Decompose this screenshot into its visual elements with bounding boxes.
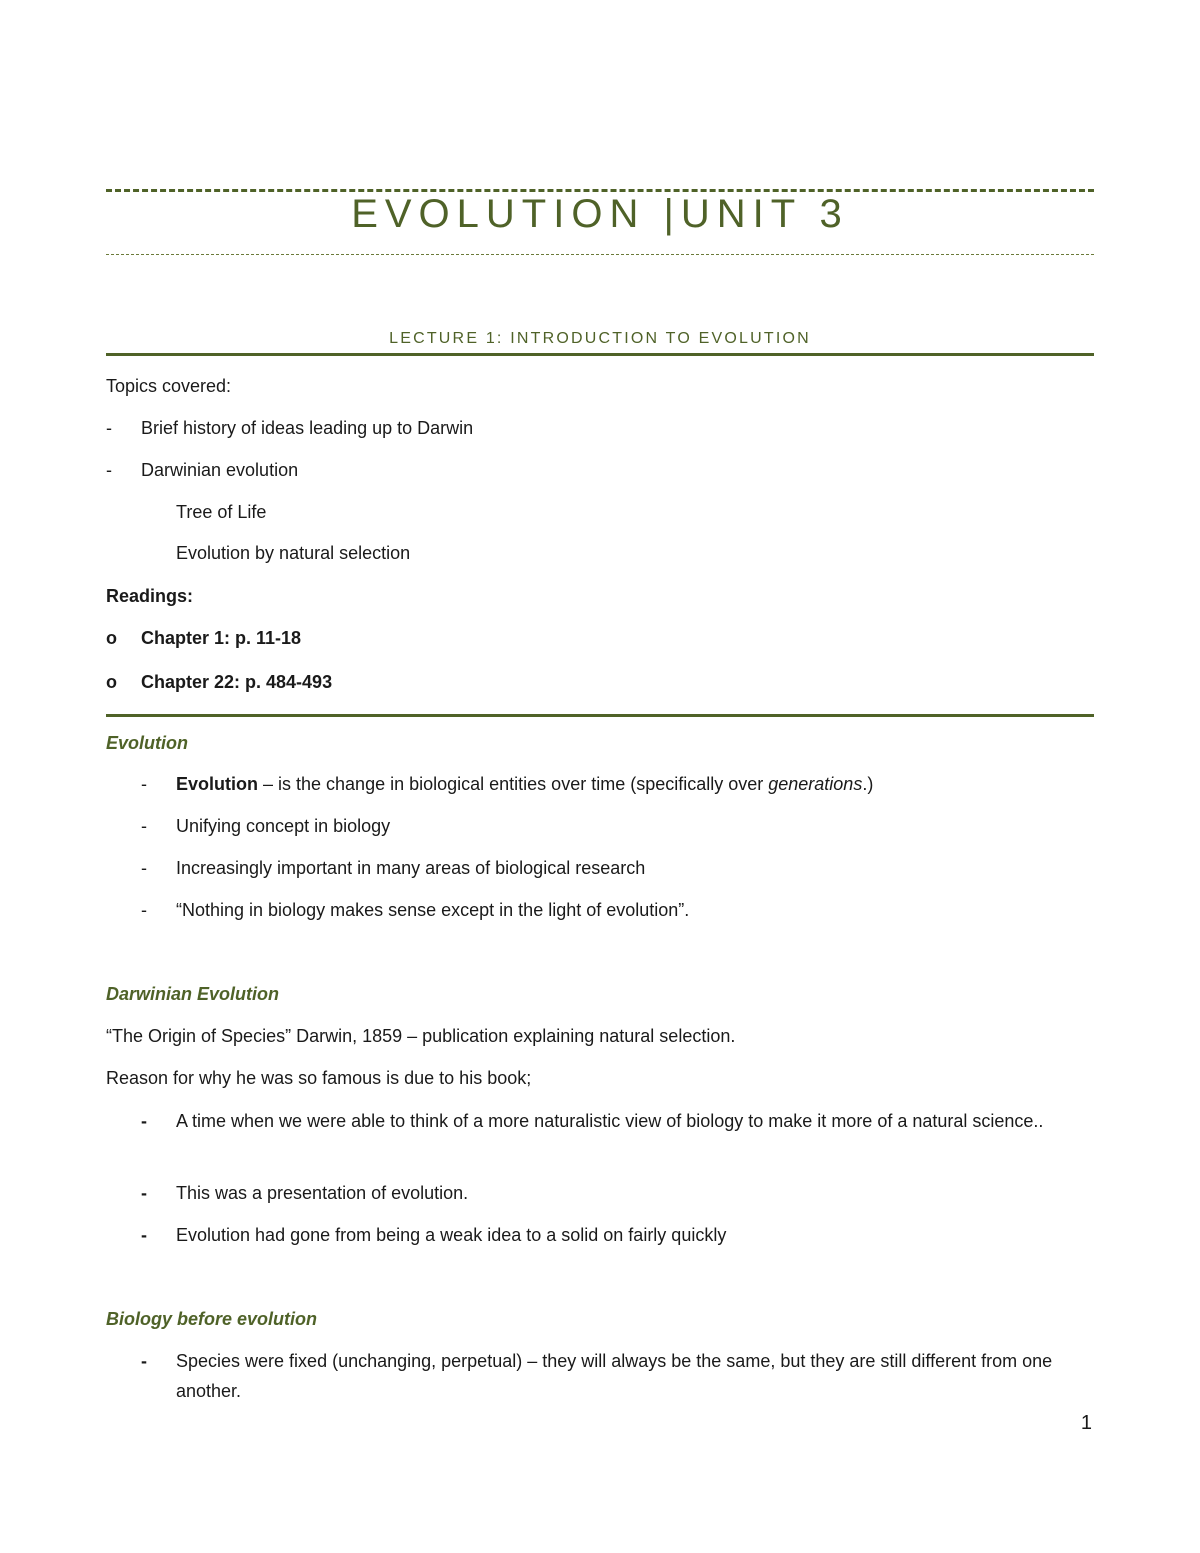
- darwinian-item: A time when we were able to think of a more naturalistic view of biology to make it more of a natural science..: [176, 1111, 1044, 1131]
- evolution-dash: -: [141, 816, 147, 836]
- topics-label: Topics covered:: [106, 376, 232, 396]
- darwinian-dash: -: [141, 1183, 147, 1203]
- evolution-item: Increasingly important in many areas of biological research: [176, 858, 646, 878]
- section-heading-darwinian: Darwinian Evolution: [106, 984, 280, 1004]
- evolution-term: Evolution: [176, 774, 258, 794]
- topic-subitem: Tree of Life: [176, 502, 267, 522]
- darwinian-paragraph: Reason for why he was so famous is due to his book;: [106, 1068, 532, 1088]
- topic-dash: -: [106, 460, 112, 480]
- darwinian-item: This was a presentation of evolution.: [176, 1183, 469, 1203]
- biology-dash: -: [141, 1351, 147, 1371]
- reading-bullet: o: [106, 628, 117, 648]
- section-heading-evolution: Evolution: [106, 733, 188, 753]
- reading-item: Chapter 22: p. 484-493: [141, 672, 333, 692]
- evolution-item: “Nothing in biology makes sense except in the light of evolution”.: [176, 900, 690, 920]
- section-heading-biology-before: Biology before evolution: [106, 1309, 318, 1329]
- topic-item: Darwinian evolution: [141, 460, 299, 480]
- darwinian-dash: -: [141, 1225, 147, 1245]
- evolution-dash: -: [141, 774, 147, 794]
- evolution-dash: -: [141, 858, 147, 878]
- reading-item: Chapter 1: p. 11-18: [141, 628, 302, 648]
- evolution-dash: -: [141, 900, 147, 920]
- evolution-definition: – is the change in biological entities over time (specifically over: [258, 774, 769, 794]
- topic-subitem: Evolution by natural selection: [176, 543, 411, 563]
- lecture-rule-top: [106, 353, 1094, 356]
- topic-dash: -: [106, 418, 112, 438]
- page-number: 1: [1080, 1412, 1092, 1434]
- evolution-item-definition: [176, 769, 873, 799]
- title-bottom-rule: [106, 254, 1094, 255]
- document-title: EVOLUTION |UNIT 3: [351, 192, 849, 236]
- darwinian-dash: -: [141, 1111, 147, 1131]
- darwinian-item: Evolution had gone from being a weak idea to a solid on fairly quickly: [176, 1225, 727, 1245]
- evolution-item: Unifying concept in biology: [176, 816, 391, 836]
- lecture-rule-bottom: [106, 714, 1094, 717]
- lecture-heading: LECTURE 1: INTRODUCTION TO EVOLUTION: [389, 330, 811, 347]
- readings-label: Readings:: [106, 586, 194, 606]
- darwinian-paragraph: “The Origin of Species” Darwin, 1859 – publication explaining natural selection.: [106, 1026, 736, 1046]
- reading-bullet: o: [106, 672, 117, 692]
- evolution-generations: generations: [768, 774, 863, 794]
- topic-item: Brief history of ideas leading up to Darwin: [141, 418, 474, 438]
- evolution-definition-end: .): [862, 774, 874, 794]
- biology-item: Species were fixed (unchanging, perpetual) – they will always be the same, but they are still different from one another.: [176, 1351, 1053, 1401]
